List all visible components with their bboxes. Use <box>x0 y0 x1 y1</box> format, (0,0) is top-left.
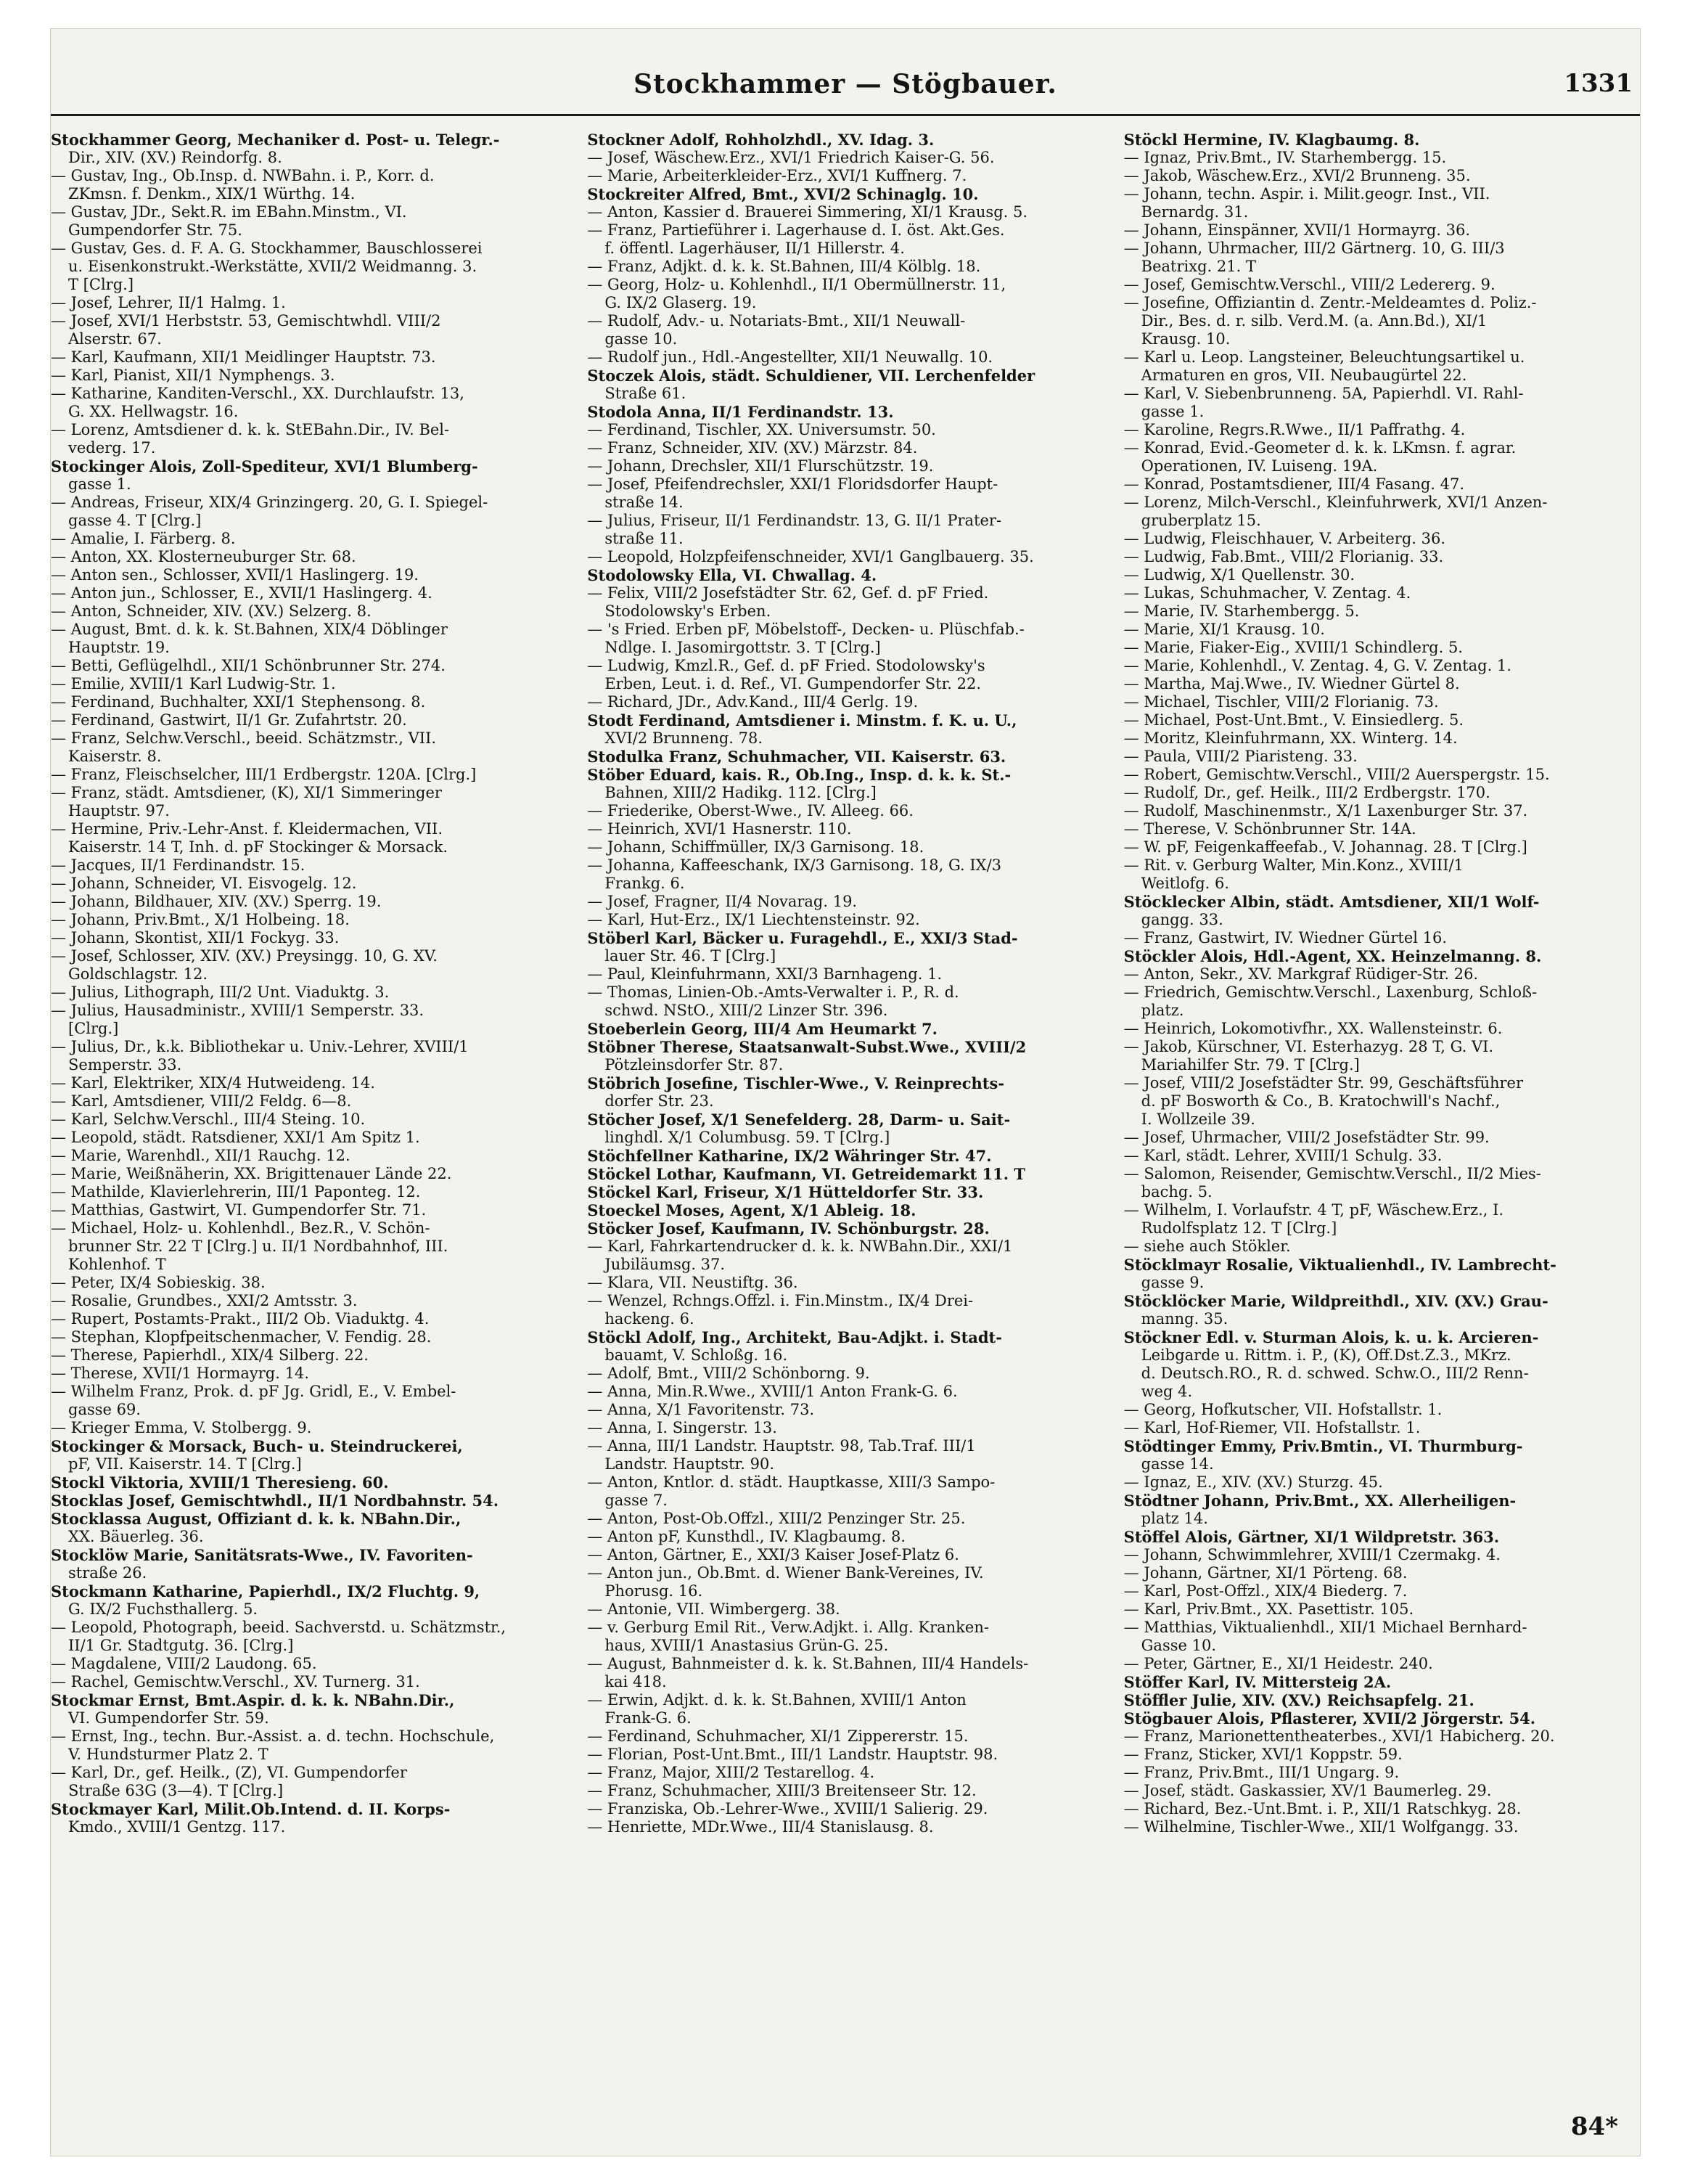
entry-continuation: Bernardg. 31. <box>1141 203 1249 221</box>
entry-line: — Lorenz, Amtsdiener d. k. k. StEBahn.Dir., IV. Bel- <box>51 421 450 438</box>
entry-line: — Michael, Tischler, VIII/2 Florianig. 73. <box>1123 693 1439 711</box>
entry-line: — Julius, Hausadministr., XVIII/1 Semperstr. 33. <box>51 1002 424 1019</box>
entry-line: — Peter, IX/4 Sobieskig. 38. <box>51 1274 266 1291</box>
entry-line: — Franz, Schneider, XIV. (XV.) Märzstr. 84. <box>587 439 918 457</box>
entry-continuation: Operationen, IV. Luiseng. 19A. <box>1141 457 1378 475</box>
entry-line: — Klara, VII. Neustiftg. 36. <box>587 1274 798 1291</box>
entry-line: — Josef, Schlosser, XIV. (XV.) Preysingg. 10, G. XV. <box>51 947 438 965</box>
column-1 <box>51 131 567 2083</box>
entry-line: — Felix, VIII/2 Josefstädter Str. 62, Gef. d. pF Fried. <box>587 584 989 602</box>
entry-line: — Josef, XVI/1 Herbststr. 53, Gemischtwhdl. VIII/2 <box>51 312 441 330</box>
entry-line: — Johann, Schneider, VI. Eisvogelg. 12. <box>51 875 357 892</box>
entry-line: — Therese, Papierhdl., XIX/4 Silberg. 22. <box>51 1346 369 1364</box>
entry-line: — Richard, Bez.-Unt.Bmt. i. P., XII/1 Ratschkyg. 28. <box>1123 1800 1522 1817</box>
entry-continuation: u. Eisenkonstrukt.-Werkstätte, XVII/2 Weidmanng. 3. <box>68 258 477 275</box>
entry-line: — Marie, IV. Starhembergg. 5. <box>1123 602 1360 620</box>
entry-heading: Stockinger Alois, Zoll-Spediteur, XVI/1 Blumberg- <box>51 457 478 475</box>
entry-line: — Georg, Holz- u. Kohlenhdl., II/1 Obermüllnerstr. 11, <box>587 276 1006 293</box>
entry-heading: Stockner Adolf, Rohholzhdl., XV. Idag. 3. <box>587 131 935 149</box>
entry-continuation: Hauptstr. 19. <box>68 639 170 656</box>
entry-heading: Stöckler Alois, Hdl.-Agent, XX. Heinzelmanng. 8. <box>1123 947 1542 965</box>
entry-line: — Johann, Schiffmüller, IX/3 Garnisong. 18. <box>587 838 924 856</box>
entry-continuation: Stodolowsky's Erben. <box>604 602 771 620</box>
entry-heading: Stoczek Alois, städt. Schuldiener, VII. Lerchenfelder <box>587 367 1035 385</box>
entry-heading: Stocklassa August, Offiziant d. k. k. NBahn.Dir., <box>51 1510 461 1528</box>
entry-continuation: VI. Gumpendorfer Str. 59. <box>68 1709 269 1727</box>
entry-line: — Lukas, Schuhmacher, V. Zentag. 4. <box>1123 584 1411 602</box>
entry-heading: Stöchfellner Katharine, IX/2 Währinger Str. 47. <box>587 1147 992 1165</box>
entry-continuation: pF, VII. Kaiserstr. 14. T [Clrg.] <box>68 1455 302 1473</box>
entry-continuation: gasse 1. <box>1141 403 1205 420</box>
entry-line: — Leopold, Holzpfeifenschneider, XVI/1 Ganglbauerg. 35. <box>587 548 1034 565</box>
entry-continuation: weg 4. <box>1141 1383 1193 1400</box>
entry-continuation: vederg. 17. <box>68 439 156 457</box>
entry-line: — Thomas, Linien-Ob.-Amts-Verwalter i. P., R. d. <box>587 983 959 1001</box>
entry-line: — Ferdinand, Gastwirt, II/1 Gr. Zufahrtstr. 20. <box>51 711 407 729</box>
entry-continuation: linghdl. X/1 Columbusg. 59. T [Clrg.] <box>604 1129 890 1146</box>
entry-line: — Emilie, XVIII/1 Karl Ludwig-Str. 1. <box>51 675 336 692</box>
entry-line: — Gustav, Ing., Ob.Insp. d. NWBahn. i. P., Korr. d. <box>51 167 435 184</box>
entry-line: — Karl, Selchw.Verschl., III/4 Steing. 10. <box>51 1111 366 1128</box>
entry-line: — Richard, JDr., Adv.Kand., III/4 Gerlg. 19. <box>587 693 919 711</box>
entry-line: — Franziska, Ob.-Lehrer-Wwe., XVIII/1 Salierig. 29. <box>587 1800 988 1817</box>
entry-line: — Magdalene, VIII/2 Laudong. 65. <box>51 1655 317 1672</box>
entry-heading: Stoeberlein Georg, III/4 Am Heumarkt 7. <box>587 1020 938 1038</box>
entry-line: — Rosalie, Grundbes., XXI/2 Amtsstr. 3. <box>51 1292 358 1309</box>
entry-line: — Marie, Weißnäherin, XX. Brigittenauer Lände 22. <box>51 1165 452 1182</box>
entry-continuation: Frankg. 6. <box>604 875 685 892</box>
entry-continuation: Gumpendorfer Str. 75. <box>68 221 242 239</box>
entry-line: — Johann, Gärtner, XI/1 Pörteng. 68. <box>1123 1564 1408 1582</box>
entry-line: — Ignaz, Priv.Bmt., IV. Starhembergg. 15. <box>1123 149 1447 166</box>
entry-heading: Stöckel Lothar, Kaufmann, VI. Getreidemarkt 11. T <box>587 1165 1025 1183</box>
entry-line: — Florian, Post-Unt.Bmt., III/1 Landstr. Hauptstr. 98. <box>587 1746 998 1763</box>
entry-continuation: straße 26. <box>68 1564 147 1582</box>
entry-continuation: Weitlofg. 6. <box>1141 875 1230 892</box>
entry-heading: Stockreiter Alfred, Bmt., XVI/2 Schinaglg. 10. <box>587 185 979 203</box>
entry-continuation: Bahnen, XIII/2 Hadikg. 112. [Clrg.] <box>604 784 877 801</box>
entry-line: — Anton, Kassier d. Brauerei Simmering, XI/1 Krausg. 5. <box>587 203 1028 221</box>
entry-line: — v. Gerburg Emil Rit., Verw.Adjkt. i. Allg. Kranken- <box>587 1619 989 1636</box>
entry-line: — Johann, Bildhauer, XIV. (XV.) Sperrg. 19. <box>51 893 382 910</box>
entry-heading: Stöcklecker Albin, städt. Amtsdiener, XII/1 Wolf- <box>1123 893 1540 911</box>
entry-line: — Paula, VIII/2 Piaristeng. 33. <box>1123 748 1358 765</box>
entry-continuation: Ndlge. I. Jasomirgottstr. 3. T [Clrg.] <box>604 639 881 656</box>
entry-line: — Rudolf, Adv.- u. Notariats-Bmt., XII/1 Neuwall- <box>587 312 966 330</box>
entry-line: — Anna, III/1 Landstr. Hauptstr. 98, Tab.Traf. III/1 <box>587 1437 976 1455</box>
entry-line: — Betti, Geflügelhdl., XII/1 Schönbrunner Str. 274. <box>51 657 446 674</box>
entry-line: — Karl, Pianist, XII/1 Nymphengs. 3. <box>51 367 335 384</box>
entry-line: — Marie, Fiaker-Eig., XVIII/1 Schindlerg. 5. <box>1123 639 1463 656</box>
entry-continuation: hackeng. 6. <box>604 1310 694 1328</box>
entry-continuation: II/1 Gr. Stadtgutg. 36. [Clrg.] <box>68 1637 294 1654</box>
entry-heading: Stöckner Edl. v. Sturman Alois, k. u. k. Arcieren- <box>1123 1328 1539 1346</box>
entry-line: — 's Fried. Erben pF, Möbelstoff-, Decken- u. Plüschfab.- <box>587 621 1025 638</box>
entry-line: — Leopold, Photograph, beeid. Sachverstd. u. Schätzmstr., <box>51 1619 506 1636</box>
column-3 <box>1124 131 1640 2083</box>
entry-heading: Stöckl Adolf, Ing., Architekt, Bau-Adjkt. i. Stadt- <box>587 1328 1002 1346</box>
entry-line: — Josef, Lehrer, II/1 Halmg. 1. <box>51 294 286 311</box>
entry-line: — Josef, Fragner, II/4 Novarag. 19. <box>587 893 858 910</box>
entry-line: — Anton, Gärtner, E., XXI/3 Kaiser Josef-Platz 6. <box>587 1546 959 1563</box>
entry-line: — Karl, Priv.Bmt., XX. Pasettistr. 105. <box>1123 1600 1414 1618</box>
entry-continuation: d. pF Bosworth & Co., B. Kratochwill's Nachf., <box>1141 1092 1501 1110</box>
entry-line: — Marie, Arbeiterkleider-Erz., XVI/1 Kuffnerg. 7. <box>587 167 967 184</box>
entry-continuation: Straße 63G (3—4). T [Clrg.] <box>68 1782 284 1799</box>
entry-line: — Josef, Uhrmacher, VIII/2 Josefstädter Str. 99. <box>1123 1129 1490 1146</box>
entry-line: — Jakob, Kürschner, VI. Esterhazyg. 28 T, G. VI. <box>1123 1038 1494 1055</box>
entry-continuation: G. XX. Hellwagstr. 16. <box>68 403 239 420</box>
entry-line: — Jakob, Wäschew.Erz., XVI/2 Brunneng. 35. <box>1123 167 1471 184</box>
entry-line: — W. pF, Feigenkaffeefab., V. Johannag. 28. T [Clrg.] <box>1123 838 1527 856</box>
entry-continuation: platz 14. <box>1141 1510 1208 1527</box>
entry-heading: Stöffler Julie, XIV. (XV.) Reichsapfelg. 21. <box>1123 1691 1474 1709</box>
entry-line: — Rupert, Postamts-Prakt., III/2 Ob. Viaduktg. 4. <box>51 1310 430 1328</box>
entry-line: — Franz, Adjkt. d. k. k. St.Bahnen, III/4 Kölblg. 18. <box>587 258 981 275</box>
entry-line: — Michael, Post-Unt.Bmt., V. Einsiedlerg. 5. <box>1123 711 1464 729</box>
entry-line: — Rudolf jun., Hdl.-Angestellter, XII/1 Neuwallg. 10. <box>587 348 993 366</box>
entry-line: — Anna, X/1 Favoritenstr. 73. <box>587 1401 815 1418</box>
entry-line: — Franz, Priv.Bmt., III/1 Ungarg. 9. <box>1123 1764 1400 1781</box>
entry-continuation: Pötzleinsdorfer Str. 87. <box>604 1056 784 1073</box>
entry-continuation: bachg. 5. <box>1141 1183 1213 1201</box>
entry-continuation: manng. 35. <box>1141 1310 1228 1328</box>
page-number: 1331 <box>1564 69 1633 98</box>
entry-line: — Ferdinand, Schuhmacher, XI/1 Zippererstr. 15. <box>587 1727 969 1745</box>
entry-continuation: [Clrg.] <box>68 1020 119 1037</box>
entry-line: — Ignaz, E., XIV. (XV.) Sturzg. 45. <box>1123 1473 1383 1491</box>
entry-continuation: d. Deutsch.RO., R. d. schwed. Schw.O., III/2 Renn- <box>1141 1365 1529 1382</box>
entry-continuation: Goldschlagstr. 12. <box>68 965 208 983</box>
entry-continuation: Kmdo., XVIII/1 Gentzg. 117. <box>68 1818 286 1836</box>
entry-line: — Ernst, Ing., techn. Bur.-Assist. a. d. techn. Hochschule, <box>51 1727 495 1745</box>
entry-line: — Peter, Gärtner, E., XI/1 Heidestr. 240. <box>1123 1655 1433 1672</box>
entry-line: — Hermine, Priv.-Lehr-Anst. f. Kleidermachen, VII. <box>51 820 443 838</box>
entry-line: — Franz, Major, XIII/2 Testarellog. 4. <box>587 1764 875 1781</box>
entry-line: — Ludwig, Fleischhauer, V. Arbeiterg. 36. <box>1123 530 1446 547</box>
entry-line: — Anton pF, Kunsthdl., IV. Klagbaumg. 8. <box>587 1528 906 1545</box>
header-rule <box>51 114 1640 116</box>
entry-continuation: Kaiserstr. 8. <box>68 748 162 765</box>
entry-continuation: Beatrixg. 21. T <box>1141 258 1256 275</box>
entry-line: — Ferdinand, Tischler, XX. Universumstr. 50. <box>587 421 936 438</box>
entry-continuation: Krausg. 10. <box>1141 330 1231 348</box>
entry-line: — Anton, Post-Ob.Offzl., XIII/2 Penzinger Str. 25. <box>587 1510 966 1527</box>
entry-line: — Andreas, Friseur, XIX/4 Grinzingerg. 20, G. I. Spiegel- <box>51 494 488 511</box>
entry-continuation: schwd. NStO., XIII/2 Linzer Str. 396. <box>604 1002 888 1019</box>
entry-line: — Franz, Fleischselcher, III/1 Erdbergstr. 120A. [Clrg.] <box>51 766 477 783</box>
entry-line: — Moritz, Kleinfuhrmann, XX. Winterg. 14. <box>1123 729 1458 747</box>
entry-heading: Stöber Eduard, kais. R., Ob.Ing., Insp. d. k. k. St.- <box>587 766 1012 784</box>
entry-heading: Stöckel Karl, Friseur, X/1 Hütteldorfer Str. 33. <box>587 1183 984 1201</box>
entry-line: — Ludwig, Kmzl.R., Gef. d. pF Fried. Stodolowsky's <box>587 657 985 674</box>
entry-line: — Konrad, Postamtsdiener, III/4 Fasang. 47. <box>1123 475 1465 493</box>
entry-continuation: straße 11. <box>604 530 684 547</box>
entry-continuation: gangg. 33. <box>1141 911 1223 928</box>
entry-continuation: Mariahilfer Str. 79. T [Clrg.] <box>1141 1056 1360 1073</box>
entry-heading: Stockmar Ernst, Bmt.Aspir. d. k. k. NBahn.Dir., <box>51 1691 455 1709</box>
entry-heading: Stockmann Katharine, Papierhdl., IX/2 Fluchtg. 9, <box>51 1582 480 1600</box>
entry-continuation: Frank-G. 6. <box>604 1709 692 1727</box>
entry-heading: Stödtinger Emmy, Priv.Bmtin., VI. Thurmburg- <box>1123 1437 1523 1455</box>
entry-line: — Anna, Min.R.Wwe., XVIII/1 Anton Frank-G. 6. <box>587 1383 958 1400</box>
entry-line: — Amalie, I. Färberg. 8. <box>51 530 236 547</box>
entry-continuation: Semperstr. 33. <box>68 1056 182 1073</box>
entry-continuation: Alserstr. 67. <box>68 330 162 348</box>
entry-line: — Wilhelmine, Tischler-Wwe., XII/1 Wolfgangg. 33. <box>1123 1818 1519 1836</box>
entry-line: — Johann, Drechsler, XII/1 Flurschützstr. 19. <box>587 457 934 475</box>
entry-line: — Julius, Lithograph, III/2 Unt. Viaduktg. 3. <box>51 983 390 1001</box>
entry-heading: Stöckl Hermine, IV. Klagbaumg. 8. <box>1123 131 1420 149</box>
entry-line: — Johann, Priv.Bmt., X/1 Holbeing. 18. <box>51 911 350 928</box>
entry-continuation: V. Hundsturmer Platz 2. T <box>68 1746 268 1763</box>
entry-line: — Karl, städt. Lehrer, XVIII/1 Schulg. 33. <box>1123 1147 1443 1164</box>
entry-heading: Stodulka Franz, Schuhmacher, VII. Kaiserstr. 63. <box>587 748 1006 766</box>
entry-continuation: Erben, Leut. i. d. Ref., VI. Gumpendorfer Str. 22. <box>604 675 982 692</box>
running-title: Stockhammer — Stögbauer. <box>633 69 1057 99</box>
entry-continuation: Straße 61. <box>604 385 686 402</box>
entry-line: — Georg, Hofkutscher, VII. Hofstallstr. 1. <box>1123 1401 1443 1418</box>
entry-line: — August, Bmt. d. k. k. St.Bahnen, XIX/4 Döblinger <box>51 621 448 638</box>
entry-line: — Marie, Warenhdl., XII/1 Rauchg. 12. <box>51 1147 350 1164</box>
entry-heading: Stöbrich Josefine, Tischler-Wwe., V. Reinprechts- <box>587 1074 1005 1092</box>
entry-continuation: Kohlenhof. T <box>68 1256 166 1273</box>
entry-line: — Karl, Hof-Riemer, VII. Hofstallstr. 1. <box>1123 1419 1421 1436</box>
entry-line: — Katharine, Kanditen-Verschl., XX. Durchlaufstr. 13, <box>51 385 464 402</box>
entry-heading: Stocklöw Marie, Sanitätsrats-Wwe., IV. Favoriten- <box>51 1546 473 1564</box>
entry-heading: Stodolowsky Ella, VI. Chwallag. 4. <box>587 566 877 584</box>
entry-continuation: T [Clrg.] <box>68 276 134 293</box>
entry-continuation: Hauptstr. 97. <box>68 802 170 819</box>
entry-line: — Therese, V. Schönbrunner Str. 14A. <box>1123 820 1416 838</box>
entry-line: — Rudolf, Dr., gef. Heilk., III/2 Erdbergstr. 170. <box>1123 784 1490 801</box>
entry-line: — Josef, VIII/2 Josefstädter Str. 99, Geschäftsführer <box>1123 1074 1524 1092</box>
entry-line: — August, Bahnmeister d. k. k. St.Bahnen, III/4 Handels- <box>587 1655 1029 1672</box>
entry-line: — Jacques, II/1 Ferdinandstr. 15. <box>51 856 305 874</box>
entry-continuation: platz. <box>1141 1002 1184 1019</box>
entry-line: — Anton, Schneider, XIV. (XV.) Selzerg. 8. <box>51 602 372 620</box>
entry-heading: Stöcher Josef, X/1 Senefelderg. 28, Darm- u. Sait- <box>587 1111 1011 1129</box>
entry-continuation: gasse 10. <box>604 330 678 348</box>
entry-continuation: G. IX/2 Glaserg. 19. <box>604 294 757 311</box>
entry-line: — Therese, XVII/1 Hormayrg. 14. <box>51 1365 309 1382</box>
entry-continuation: gasse 9. <box>1141 1274 1205 1291</box>
entry-line: — Gustav, JDr., Sekt.R. im EBahn.Minstm., VI. <box>51 203 407 221</box>
entry-line: — Karl, V. Siebenbrunneng. 5A, Papierhdl. VI. Rahl- <box>1123 385 1524 402</box>
entry-line: — Karl, Dr., gef. Heilk., (Z), VI. Gumpendorfer <box>51 1764 407 1781</box>
entry-continuation: Landstr. Hauptstr. 90. <box>604 1455 774 1473</box>
entry-heading: Stöbner Therese, Staatsanwalt-Subst.Wwe., XVIII/2 <box>587 1038 1027 1056</box>
entry-line: — Paul, Kleinfuhrmann, XXI/3 Barnhageng. 1. <box>587 965 943 983</box>
entry-line: — Anton sen., Schlosser, XVII/1 Haslingerg. 19. <box>51 566 419 584</box>
entry-line: — Marie, Kohlenhdl., V. Zentag. 4, G. V. Zentag. 1. <box>1123 657 1511 674</box>
entry-line: — Josef, Wäschew.Erz., XVI/1 Friedrich Kaiser-G. 56. <box>587 149 995 166</box>
entry-heading: Stoeckel Moses, Agent, X/1 Ableig. 18. <box>587 1201 916 1219</box>
entry-continuation: haus, XVIII/1 Anastasius Grün-G. 25. <box>604 1637 889 1654</box>
entry-heading: Stodt Ferdinand, Amtsdiener i. Minstm. f. K. u. U., <box>587 711 1017 729</box>
entry-continuation: XX. Bäuerleg. 36. <box>68 1528 204 1545</box>
entry-continuation: ZKmsn. f. Denkm., XIX/1 Würthg. 14. <box>68 185 356 203</box>
entry-line: — Johanna, Kaffeeschank, IX/3 Garnisong. 18, G. IX/3 <box>587 856 1001 874</box>
entry-line: — Franz, Gastwirt, IV. Wiedner Gürtel 16. <box>1123 929 1448 946</box>
entry-line: — Wenzel, Rchngs.Offzl. i. Fin.Minstm., IX/4 Drei- <box>587 1292 974 1309</box>
entry-line: — Erwin, Adjkt. d. k. k. St.Bahnen, XVIII/1 Anton <box>587 1691 967 1709</box>
entry-line: — Johann, Einspänner, XVII/1 Hormayrg. 36. <box>1123 221 1471 239</box>
entry-line: — Anton jun., Ob.Bmt. d. Wiener Bank-Vereines, IV. <box>587 1564 984 1582</box>
entry-heading: Stodola Anna, II/1 Ferdinandstr. 13. <box>587 403 894 421</box>
entry-continuation: lauer Str. 46. T [Clrg.] <box>604 947 776 965</box>
entry-line: — Friedrich, Gemischtw.Verschl., Laxenburg, Schloß- <box>1123 983 1538 1001</box>
entry-line: — Johann, Skontist, XII/1 Fockyg. 33. <box>51 929 340 946</box>
entry-line: — Josef, Pfeifendrechsler, XXI/1 Floridsdorfer Haupt- <box>587 475 998 493</box>
signature-mark: 84* <box>1570 2112 1618 2141</box>
entry-continuation: f. öffentl. Lagerhäuser, II/1 Hillerstr. 4. <box>604 240 905 257</box>
entry-continuation: Armaturen en gros, VII. Neubaugürtel 22. <box>1141 367 1467 384</box>
entry-line: — Ludwig, X/1 Quellenstr. 30. <box>1123 566 1355 584</box>
entry-line: — Franz, Sticker, XVI/1 Koppstr. 59. <box>1123 1746 1403 1763</box>
entry-line: — Konrad, Evid.-Geometer d. k. k. LKmsn. f. agrar. <box>1123 439 1517 457</box>
entry-line: — Matthias, Viktualienhdl., XII/1 Michael Bernhard- <box>1123 1619 1527 1636</box>
entry-line: — Henriette, MDr.Wwe., III/4 Stanislausg. 8. <box>587 1818 934 1836</box>
entry-continuation: brunner Str. 22 T [Clrg.] u. II/1 Nordbahnhof, III. <box>68 1238 448 1255</box>
entry-line: — Karl, Post-Offzl., XIX/4 Biederg. 7. <box>1123 1582 1408 1600</box>
entry-continuation: Kaiserstr. 14 T, Inh. d. pF Stockinger & Morsack. <box>68 838 448 856</box>
entry-line: — Heinrich, XVI/1 Hasnerstr. 110. <box>587 820 852 838</box>
entry-line: — Anton jun., Schlosser, E., XVII/1 Haslingerg. 4. <box>51 584 432 602</box>
entry-heading: Stöcklöcker Marie, Wildpreithdl., XIV. (XV.) Grau- <box>1123 1292 1548 1310</box>
entry-continuation: gasse 14. <box>1141 1455 1214 1473</box>
entry-line: — Franz, Schuhmacher, XIII/3 Breitenseer Str. 12. <box>587 1782 977 1799</box>
entry-line: — Salomon, Reisender, Gemischtw.Verschl., II/2 Mies- <box>1123 1165 1541 1182</box>
entry-continuation: gasse 7. <box>604 1492 668 1509</box>
entry-line: — Karl, Kaufmann, XII/1 Meidlinger Hauptstr. 73. <box>51 348 436 366</box>
entry-line: — Anton, Sekr., XV. Markgraf Rüdiger-Str. 26. <box>1123 965 1479 983</box>
entry-line: — Ferdinand, Buchhalter, XXI/1 Stephensong. 8. <box>51 693 426 711</box>
entry-line: — Friederike, Oberst-Wwe., IV. Alleeg. 66. <box>587 802 914 819</box>
entry-line: — siehe auch Stökler. <box>1123 1238 1291 1255</box>
entry-heading: Stöberl Karl, Bäcker u. Furagehdl., E., XXI/3 Stad- <box>587 929 1018 947</box>
entry-line: — Josefine, Offiziantin d. Zentr.-Meldeamtes d. Poliz.- <box>1123 294 1537 311</box>
entry-line: — Marie, XI/1 Krausg. 10. <box>1123 621 1325 638</box>
entry-heading: Stöffer Karl, IV. Mittersteig 2A. <box>1123 1673 1392 1691</box>
entry-line: — Adolf, Bmt., VIII/2 Schönborng. 9. <box>587 1365 870 1382</box>
entry-continuation: G. IX/2 Fuchsthallerg. 5. <box>68 1600 258 1618</box>
entry-continuation: bauamt, V. Schloßg. 16. <box>604 1346 788 1364</box>
entry-continuation: Dir., XIV. (XV.) Reindorfg. 8. <box>68 149 282 166</box>
entry-heading: Stöffel Alois, Gärtner, XI/1 Wildpretstr. 363. <box>1123 1528 1500 1546</box>
entry-continuation: gasse 1. <box>68 475 131 493</box>
entry-line: — Josef, städt. Gaskassier, XV/1 Baumerleg. 29. <box>1123 1782 1492 1799</box>
entry-continuation: Jubiläumsg. 37. <box>604 1256 726 1273</box>
entry-line: — Karoline, Regrs.R.Wwe., II/1 Paffrathg. 4. <box>1123 421 1466 438</box>
entry-heading: Stödtner Johann, Priv.Bmt., XX. Allerheiligen- <box>1123 1492 1517 1510</box>
entry-heading: Stockhammer Georg, Mechaniker d. Post- u. Telegr.- <box>51 131 500 149</box>
entry-heading: Stockmayer Karl, Milit.Ob.Intend. d. II. Korps- <box>51 1800 451 1818</box>
entry-line: — Lorenz, Milch-Verschl., Kleinfuhrwerk, XVI/1 Anzen- <box>1123 494 1548 511</box>
entry-line: — Johann, Uhrmacher, III/2 Gärtnerg. 10, G. III/3 <box>1123 240 1505 257</box>
entry-continuation: Rudolfsplatz 12. T [Clrg.] <box>1141 1219 1337 1237</box>
entry-line: — Franz, städt. Amtsdiener, (K), XI/1 Simmeringer <box>51 784 442 801</box>
entry-line: — Anna, I. Singerstr. 13. <box>587 1419 777 1436</box>
entry-line: — Wilhelm, I. Vorlaufstr. 4 T, pF, Wäschew.Erz., I. <box>1123 1201 1504 1219</box>
entry-continuation: gasse 4. T [Clrg.] <box>68 512 202 529</box>
entry-continuation: kai 418. <box>604 1673 667 1690</box>
page-header <box>51 69 1640 113</box>
entry-heading: Stöcker Josef, Kaufmann, IV. Schönburgstr. 28. <box>587 1219 990 1238</box>
entry-line: — Heinrich, Lokomotivfhr., XX. Wallensteinstr. 6. <box>1123 1020 1503 1037</box>
directory-page <box>51 29 1640 2156</box>
entry-line: — Rit. v. Gerburg Walter, Min.Konz., XVIII/1 <box>1123 856 1464 874</box>
entry-line: — Karl, Amtsdiener, VIII/2 Feldg. 6—8. <box>51 1092 352 1110</box>
entry-line: — Karl, Elektriker, XIX/4 Hutweideng. 14. <box>51 1074 375 1092</box>
entry-line: — Matthias, Gastwirt, VI. Gumpendorfer Str. 71. <box>51 1201 427 1219</box>
entry-continuation: Gasse 10. <box>1141 1637 1217 1654</box>
entry-line: — Robert, Gemischtw.Verschl., VIII/2 Auerspergstr. 15. <box>1123 766 1550 783</box>
entry-line: — Mathilde, Klavierlehrerin, III/1 Paponteg. 12. <box>51 1183 421 1201</box>
entry-line: — Julius, Dr., k.k. Bibliothekar u. Univ.-Lehrer, XVIII/1 <box>51 1038 469 1055</box>
entry-line: — Karl, Hut-Erz., IX/1 Liechtensteinstr. 92. <box>587 911 920 928</box>
entry-line: — Leopold, städt. Ratsdiener, XXI/1 Am Spitz 1. <box>51 1129 420 1146</box>
entry-line: — Franz, Selchw.Verschl., beeid. Schätzmstr., VII. <box>51 729 437 747</box>
entry-line: — Franz, Partieführer i. Lagerhause d. I. öst. Akt.Ges. <box>587 221 1005 239</box>
entry-line: — Ludwig, Fab.Bmt., VIII/2 Florianig. 33. <box>1123 548 1444 565</box>
entry-continuation: Leibgarde u. Rittm. i. P., (K), Off.Dst.Z.3., MKrz. <box>1141 1346 1511 1364</box>
entry-heading: Stögbauer Alois, Pflasterer, XVII/2 Jörgerstr. 54. <box>1123 1709 1536 1727</box>
entry-continuation: dorfer Str. 23. <box>604 1092 714 1110</box>
entry-line: — Johann, techn. Aspir. i. Milit.geogr. Inst., VII. <box>1123 185 1490 203</box>
entry-heading: Stockl Viktoria, XVIII/1 Theresieng. 60. <box>51 1473 389 1492</box>
entry-line: — Rudolf, Maschinenmstr., X/1 Laxenburger Str. 37. <box>1123 802 1528 819</box>
entry-line: — Franz, Marionettentheaterbes., XVI/1 Habicherg. 20. <box>1123 1727 1555 1745</box>
entry-line: — Martha, Maj.Wwe., IV. Wiedner Gürtel 8. <box>1123 675 1460 692</box>
entry-continuation: Dir., Bes. d. r. silb. Verd.M. (a. Ann.Bd.), XI/1 <box>1141 312 1488 330</box>
entry-line: — Antonie, VII. Wimbergerg. 38. <box>587 1600 840 1618</box>
entry-line: — Gustav, Ges. d. F. A. G. Stockhammer, Bauschlosserei <box>51 240 483 257</box>
entry-line: — Michael, Holz- u. Kohlenhdl., Bez.R., V. Schön- <box>51 1219 430 1237</box>
entry-heading: Stockinger & Morsack, Buch- u. Steindruckerei, <box>51 1437 463 1455</box>
entry-continuation: XVI/2 Brunneng. 78. <box>604 729 763 747</box>
entry-heading: Stöcklmayr Rosalie, Viktualienhdl., IV. Lambrecht- <box>1123 1256 1556 1274</box>
entry-line: — Anton, XX. Klosterneuburger Str. 68. <box>51 548 356 565</box>
entry-line: — Josef, Gemischtw.Verschl., VIII/2 Ledererg. 9. <box>1123 276 1496 293</box>
entry-continuation: I. Wollzeile 39. <box>1141 1111 1255 1128</box>
column-2 <box>587 131 1103 2083</box>
entry-line: — Wilhelm Franz, Prok. d. pF Jg. Gridl, E., V. Embel- <box>51 1383 456 1400</box>
entry-heading: Stocklas Josef, Gemischtwhdl., II/1 Nordbahnstr. 54. <box>51 1492 499 1510</box>
entry-line: — Johann, Schwimmlehrer, XVIII/1 Czermakg. 4. <box>1123 1546 1501 1563</box>
entry-line: — Julius, Friseur, II/1 Ferdinandstr. 13, G. II/1 Prater- <box>587 512 1002 529</box>
entry-continuation: straße 14. <box>604 494 684 511</box>
entry-line: — Stephan, Klopfpeitschenmacher, V. Fendig. 28. <box>51 1328 432 1346</box>
entry-continuation: Phorusg. 16. <box>604 1582 703 1600</box>
entry-continuation: gasse 69. <box>68 1401 141 1418</box>
entry-line: — Krieger Emma, V. Stolbergg. 9. <box>51 1419 312 1436</box>
entry-line: — Anton, Kntlor. d. städt. Hauptkasse, XIII/3 Sampo- <box>587 1473 996 1491</box>
entry-line: — Karl u. Leop. Langsteiner, Beleuchtungsartikel u. <box>1123 348 1525 366</box>
entry-line: — Karl, Fahrkartendrucker d. k. k. NWBahn.Dir., XXI/1 <box>587 1238 1013 1255</box>
directory-columns <box>51 131 1640 2083</box>
entry-continuation: gruberplatz 15. <box>1141 512 1261 529</box>
entry-line: — Rachel, Gemischtw.Verschl., XV. Turnerg. 31. <box>51 1673 420 1690</box>
